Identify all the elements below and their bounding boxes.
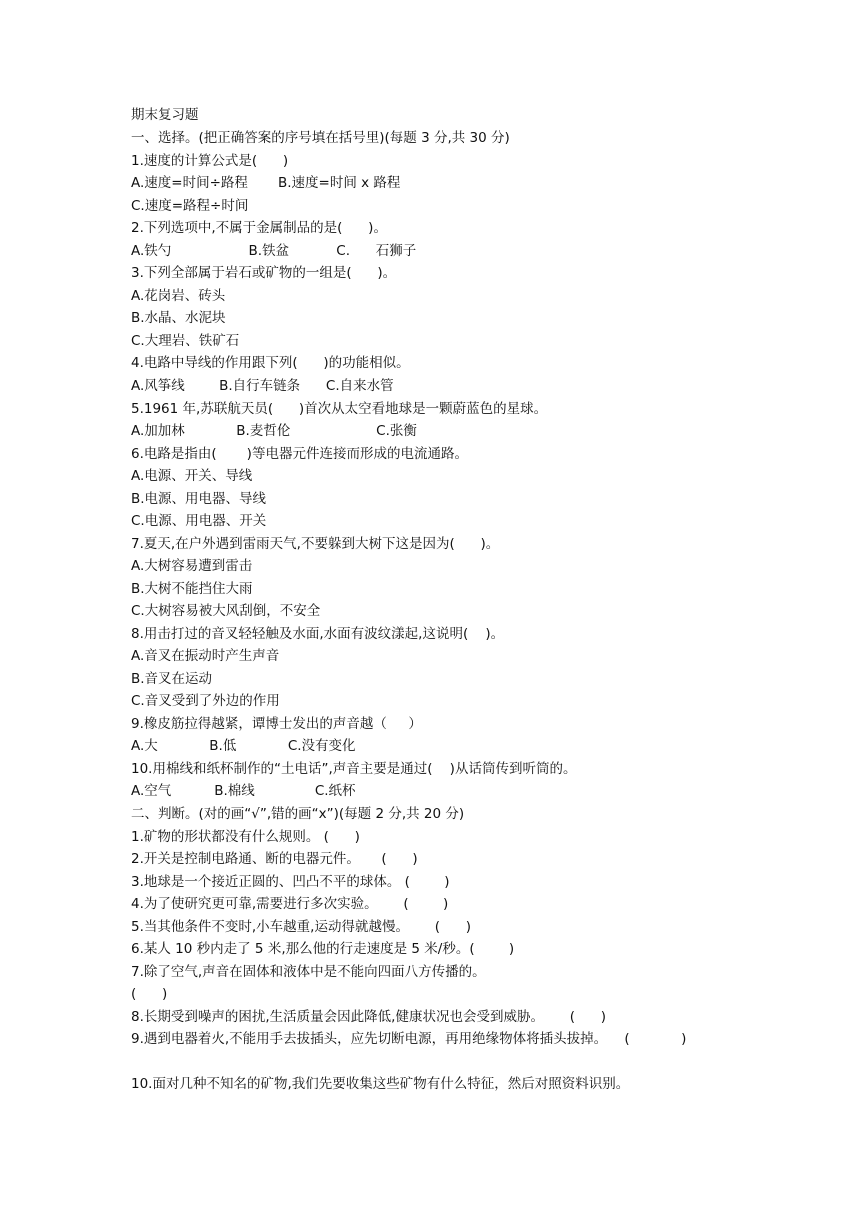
question-line: A.速度=时间÷路程 B.速度=时间 x 路程 bbox=[131, 175, 401, 191]
question-line: B.水晶、水泥块 bbox=[131, 310, 226, 326]
question-line: 4.电路中导线的作用跟下列( )的功能相似。 bbox=[131, 355, 410, 371]
question-line: 3.地球是一个接近正圆的、凹凸不平的球体。 ( ) bbox=[131, 874, 450, 890]
question-line: 1.矿物的形状都没有什么规则。 ( ) bbox=[131, 829, 360, 845]
question-line: C.大树容易被大风刮倒，不安全 bbox=[131, 603, 321, 619]
question-line: 6.电路是指由( )等电器元件连接而形成的电流通路。 bbox=[131, 446, 468, 462]
question-line: 8.用击打过的音叉轻轻触及水面,水面有波纹漾起,这说明( )。 bbox=[131, 626, 505, 642]
question-line: A.空气 B.棉线 C.纸杯 bbox=[131, 783, 356, 799]
question-line: C.大理岩、铁矿石 bbox=[131, 333, 240, 349]
question-line: 2.下列选项中,不属于金属制品的是( )。 bbox=[131, 220, 387, 236]
question-line: A.风筝线 B.自行车链条 C.自来水管 bbox=[131, 378, 394, 394]
question-line: B.音叉在运动 bbox=[131, 671, 213, 687]
question-line: 9.遇到电器着火,不能用手去拔插头，应先切断电源，再用绝缘物体将插头拔掉。 ( ) bbox=[131, 1031, 687, 1047]
question-line: 3.下列全部属于岩石或矿物的一组是( )。 bbox=[131, 265, 397, 281]
question-line: 7.除了空气,声音在固体和液体中是不能向四面八方传播的。 bbox=[131, 964, 486, 980]
question-line: C.音叉受到了外边的作用 bbox=[131, 693, 280, 709]
question-line: 5.当其他条件不变时,小车越重,运动得就越慢。 ( ) bbox=[131, 919, 471, 935]
section-1-heading: 一、选择。(把正确答案的序号填在括号里)(每题 3 分,共 30 分) bbox=[131, 130, 510, 146]
question-line: 5.1961 年,苏联航天员( )首次从太空看地球是一颗蔚蓝色的星球。 bbox=[131, 401, 548, 417]
question-line: A.电源、开关、导线 bbox=[131, 468, 253, 484]
section-2-heading: 二、判断。(对的画“√”,错的画“x”)(每题 2 分,共 20 分) bbox=[131, 806, 465, 822]
question-line: B.电源、用电器、导线 bbox=[131, 491, 267, 507]
question-line: A.铁勺 B.铁盆 C. 石狮子 bbox=[131, 243, 417, 259]
question-line: A.花岗岩、砖头 bbox=[131, 288, 226, 304]
document-title: 期末复习题 bbox=[131, 107, 199, 123]
question-line: 2.开关是控制电路通、断的电器元件。 ( ) bbox=[131, 851, 418, 867]
question-line: A.大 B.低 C.没有变化 bbox=[131, 738, 356, 754]
question-line: 1.速度的计算公式是( ) bbox=[131, 153, 289, 169]
question-line: C.速度=路程÷时间 bbox=[131, 198, 249, 214]
question-line: 6.某人 10 秒内走了 5 米,那么他的行走速度是 5 米/秒。( ) bbox=[131, 941, 515, 957]
question-line: 10.面对几种不知名的矿物,我们先要收集这些矿物有什么特征，然后对照资料识别。 bbox=[131, 1076, 630, 1092]
question-line: 7.夏天,在户外遇到雷雨天气,不要躲到大树下这是因为( )。 bbox=[131, 536, 500, 552]
question-line: A.大树容易遭到雷击 bbox=[131, 558, 253, 574]
question-line: B.大树不能挡住大雨 bbox=[131, 581, 253, 597]
question-line: 8.长期受到噪声的困扰,生活质量会因此降低,健康状况也会受到威胁。 ( ) bbox=[131, 1009, 606, 1025]
question-line: 4.为了使研究更可靠,需要进行多次实验。 ( ) bbox=[131, 896, 449, 912]
question-line: ( ) bbox=[131, 986, 168, 1002]
question-line: C.电源、用电器、开关 bbox=[131, 513, 267, 529]
question-line: A.音叉在振动时产生声音 bbox=[131, 648, 280, 664]
question-line: 9.橡皮筋拉得越紧，谭博士发出的声音越（ ） bbox=[131, 716, 422, 732]
question-line: A.加加林 B.麦哲伦 C.张衡 bbox=[131, 423, 417, 439]
question-line: 10.用棉线和纸杯制作的“土电话”,声音主要是通过( )从话筒传到听筒的。 bbox=[131, 761, 577, 777]
